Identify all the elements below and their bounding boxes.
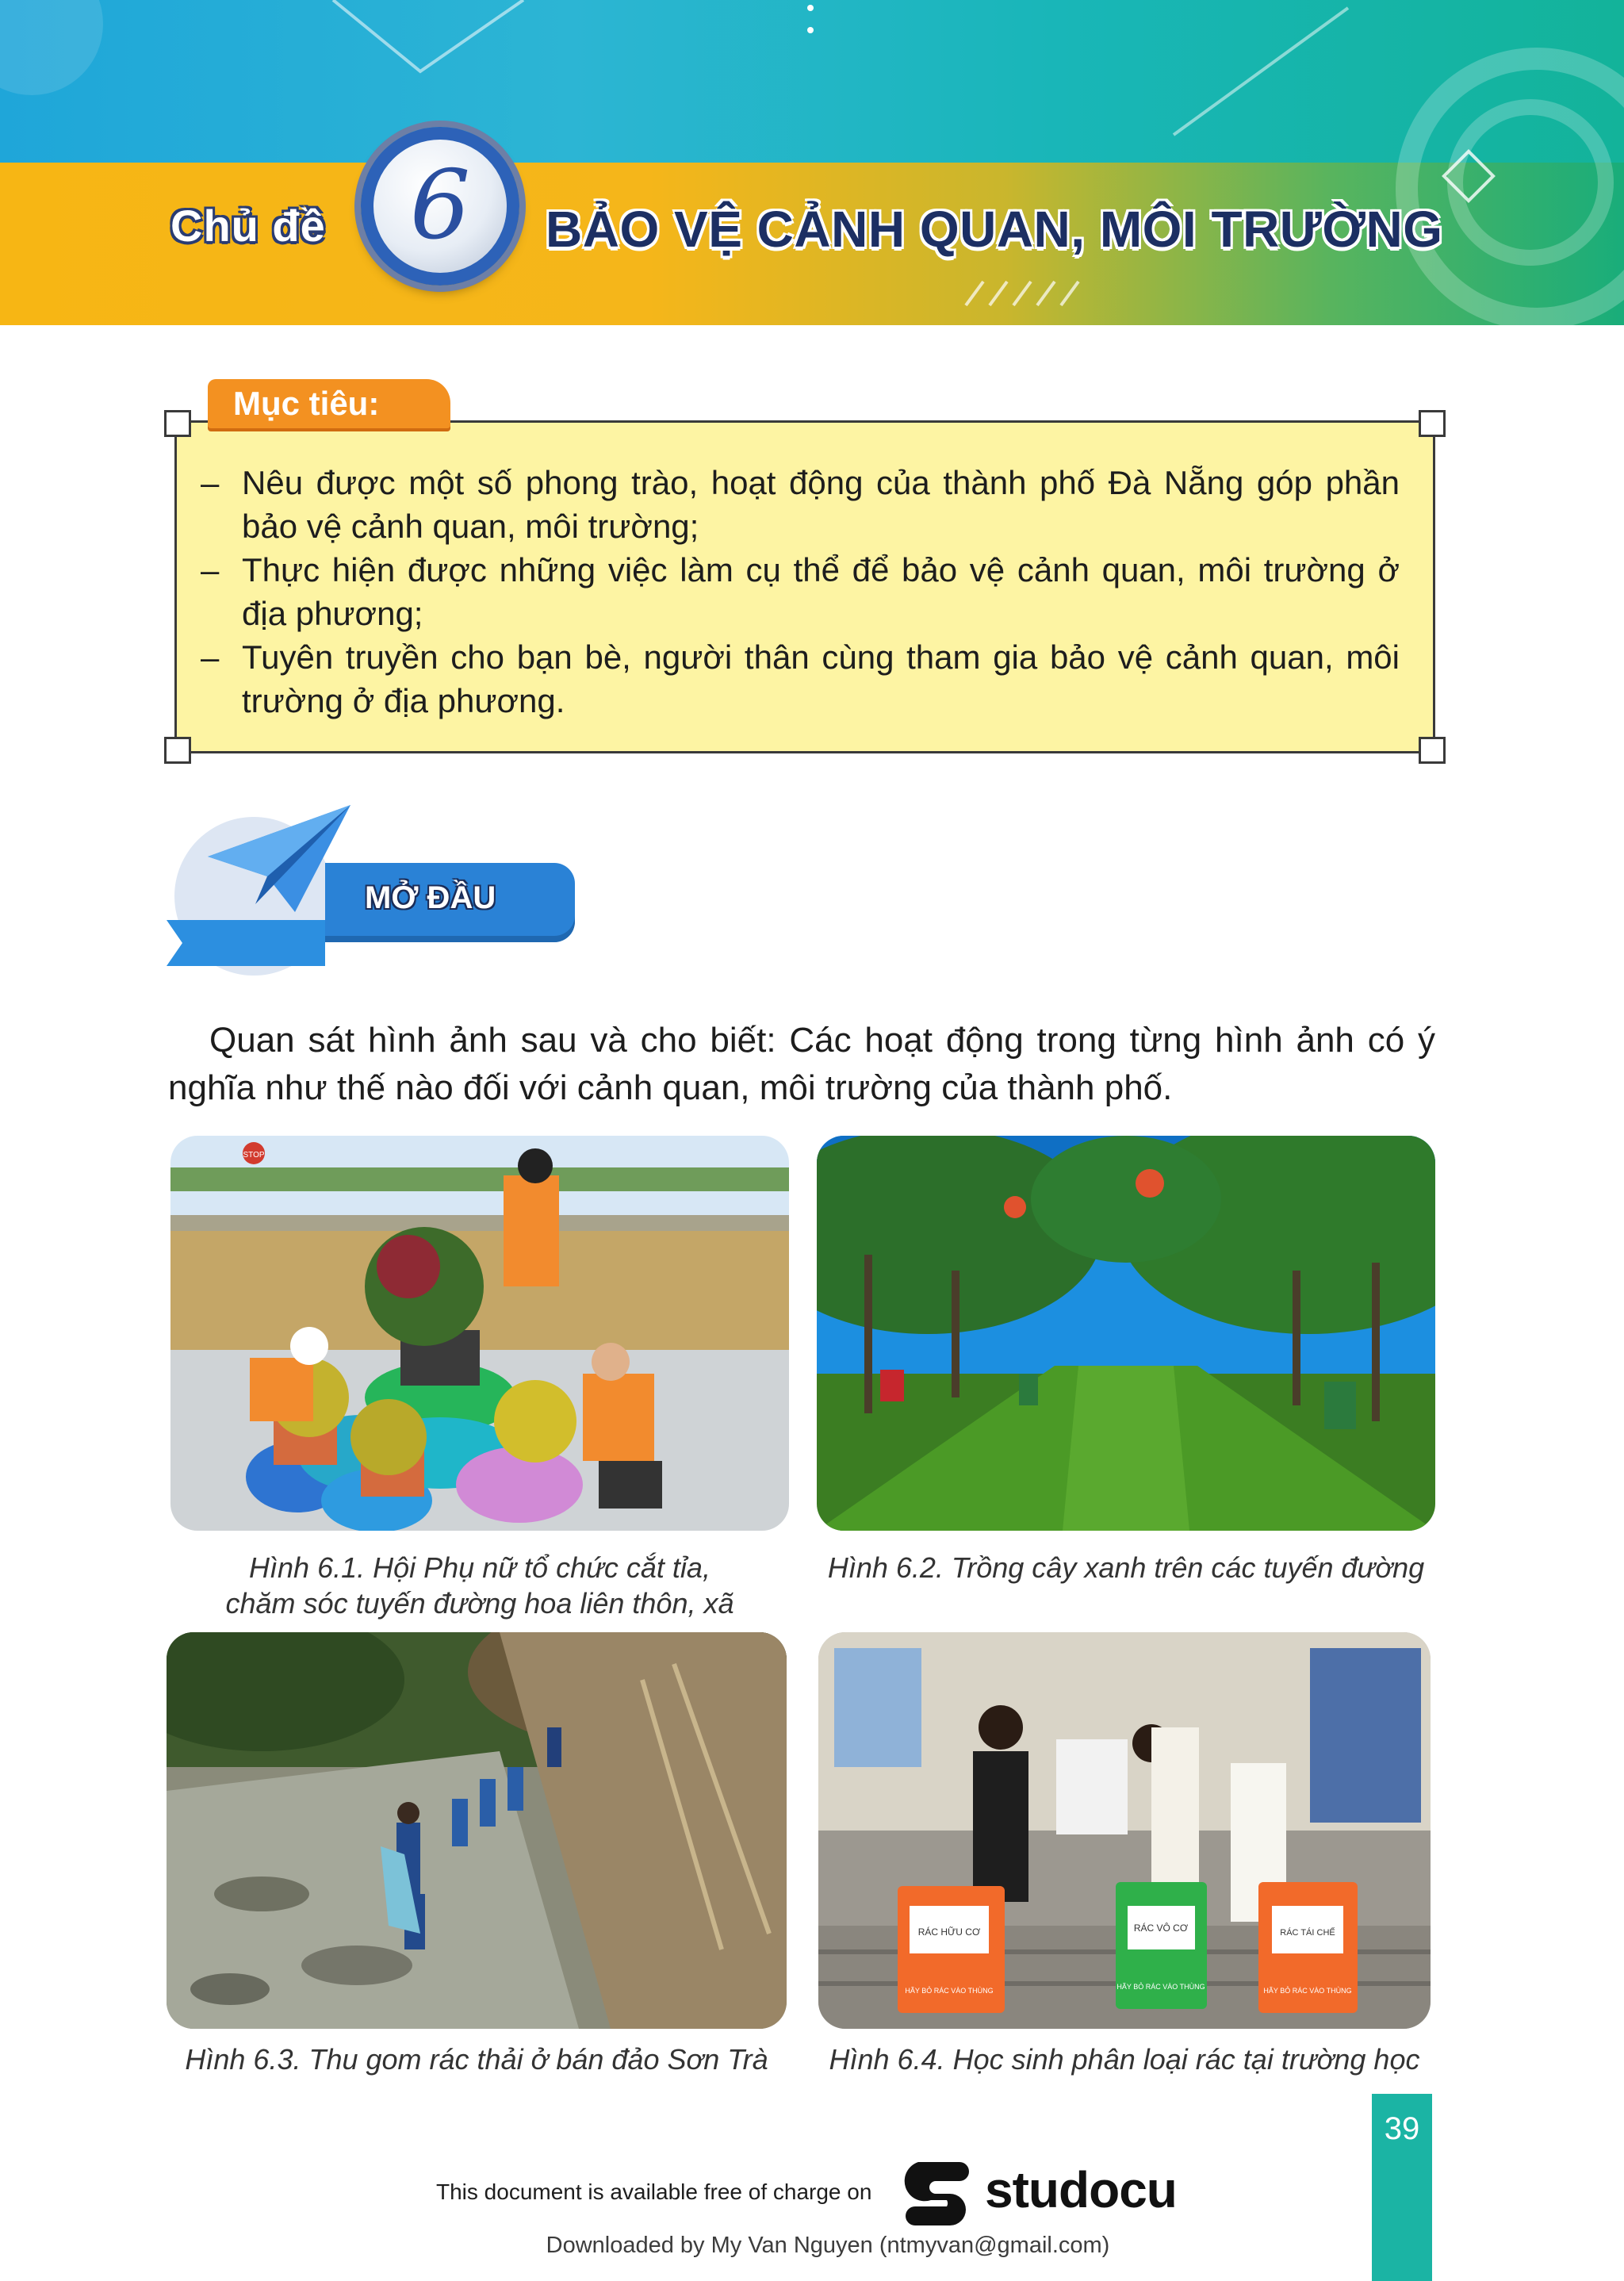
availability-note: This document is available free of charge on xyxy=(436,2179,872,2204)
figure-caption-6-1 xyxy=(170,1550,789,1621)
section-ribbon xyxy=(167,920,325,966)
objectives-corner xyxy=(164,737,191,764)
caption-line: chăm sóc tuyến đường hoa liên thôn, xã xyxy=(225,1587,734,1620)
photo-flower-pots xyxy=(170,1136,789,1531)
objective-dash: – xyxy=(201,551,220,588)
studocu-logo-icon xyxy=(904,2154,975,2225)
photo-tree-planting-scene xyxy=(817,1136,1435,1531)
chapter-label: Chủ đề xyxy=(170,201,326,251)
caption-line: Hình 6.1. Hội Phụ nữ tổ chức cắt tỉa, xyxy=(249,1551,710,1584)
caption-line: Hình 6.3. Thu gom rác thải ở bán đảo Sơn Trà xyxy=(185,2043,768,2076)
objective-text: Nêu được một số phong trào, hoạt động của thành phố Đà Nẵng góp phần bảo vệ cảnh quan, môi trường; xyxy=(242,464,1400,545)
bin-footer-text: HÃY BỎ RÁC VÀO THÙNG xyxy=(905,1987,994,1995)
figure-caption-6-2 xyxy=(817,1550,1435,1585)
caption-line: Hình 6.2. Trồng cây xanh trên các tuyến đường xyxy=(827,1551,1425,1584)
objective-text: Tuyên truyền cho bạn bè, người thân cùng tham gia bảo vệ cảnh quan, môi trường ở địa phương. xyxy=(242,638,1400,719)
paper-plane-icon xyxy=(200,801,358,920)
caption-line: Hình 6.4. Học sinh phân loại rác tại trường học xyxy=(829,2043,1420,2076)
page-number: 39 xyxy=(1384,2111,1420,2146)
objectives-corner xyxy=(1419,410,1446,437)
studocu-brand-name: studocu xyxy=(985,2161,1177,2218)
bin-label-inorganic: RÁC VÔ CƠ xyxy=(1133,1923,1189,1934)
chapter-title: BẢO VỆ CẢNH QUAN, MÔI TRƯỜNG xyxy=(546,201,1443,258)
photo-litter-collection xyxy=(167,1632,787,2029)
bin-label-organic: RÁC HỮU CƠ xyxy=(917,1926,981,1938)
intro-paragraph: Quan sát hình ảnh sau và cho biết: Các hoạt động trong từng hình ảnh có ý nghĩa như thế nào đối với cảnh quan, môi trường của thành phố. xyxy=(168,1021,1435,1107)
objective-dash: – xyxy=(201,638,220,676)
objective-text: Thực hiện được những việc làm cụ thể để bảo vệ cảnh quan, môi trường ở địa phương; xyxy=(242,551,1400,632)
studocu-logo-link[interactable] xyxy=(904,2154,1177,2225)
banner-decor-lines xyxy=(0,0,1624,325)
bin-footer-text: HÃY BỎ RÁC VÀO THÙNG xyxy=(1116,1983,1205,1991)
objective-item xyxy=(201,635,1400,723)
objectives-corner xyxy=(1419,737,1446,764)
bin-footer-text: HÃY BỎ RÁC VÀO THÙNG xyxy=(1263,1987,1352,1995)
section-header-intro xyxy=(167,801,579,976)
section-title: MỞ ĐẦU xyxy=(365,880,496,915)
chapter-number-badge xyxy=(361,127,519,286)
photo-waste-sorting-scene xyxy=(818,1632,1431,2029)
photo-flower-pots-scene xyxy=(170,1136,789,1531)
objective-item xyxy=(201,548,1400,635)
photo-tree-planting xyxy=(817,1136,1435,1531)
stop-sign-text: STOP xyxy=(243,1151,265,1160)
downloaded-by-note: Downloaded by My Van Nguyen (ntmyvan@gmail.com) xyxy=(546,2233,1110,2258)
photo-waste-sorting xyxy=(818,1632,1431,2029)
chapter-banner xyxy=(0,0,1624,325)
objectives-box xyxy=(174,420,1435,753)
objectives-corner xyxy=(164,410,191,437)
figure-caption-6-3 xyxy=(167,2041,787,2077)
photo-litter-collection-scene xyxy=(167,1632,787,2029)
objectives-label: Mục tiêu: xyxy=(208,379,450,428)
figure-caption-6-4 xyxy=(818,2041,1431,2077)
objective-item xyxy=(201,461,1400,548)
bin-label-recycle: RÁC TÁI CHẾ xyxy=(1280,1928,1335,1938)
objective-dash: – xyxy=(201,464,220,501)
chapter-number: 6 xyxy=(409,151,471,261)
